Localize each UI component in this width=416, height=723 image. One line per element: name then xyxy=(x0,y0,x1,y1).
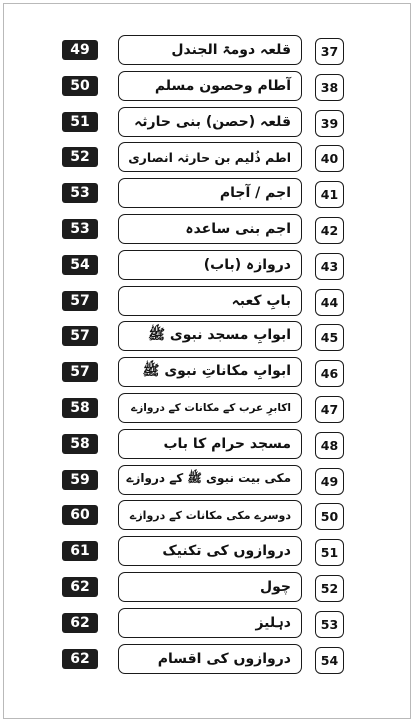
toc-title: بابِ کعبہ xyxy=(231,292,291,309)
serial-number-box xyxy=(315,432,344,459)
toc-row xyxy=(0,571,416,607)
page-number-badge xyxy=(62,291,98,311)
table-of-contents xyxy=(0,34,416,678)
page-number-badge xyxy=(62,434,98,454)
serial-number: 39 xyxy=(320,115,339,131)
toc-title-box xyxy=(118,35,302,65)
toc-title: ابوابِ مسجد نبوی ﷺ xyxy=(148,327,291,344)
toc-title-box xyxy=(118,572,302,602)
page-number: 51 xyxy=(70,113,90,130)
page-number-badge xyxy=(62,219,98,239)
serial-number: 50 xyxy=(320,509,339,525)
serial-number-box xyxy=(315,539,344,566)
serial-number: 51 xyxy=(320,545,339,561)
serial-number: 53 xyxy=(320,616,339,632)
page-number: 58 xyxy=(70,435,90,452)
page-number-badge xyxy=(62,577,98,597)
serial-number-box xyxy=(315,468,344,495)
toc-row xyxy=(0,249,416,285)
toc-row xyxy=(0,177,416,213)
toc-title-box xyxy=(118,214,302,244)
page-number-badge xyxy=(62,255,98,275)
toc-title: مسجد حرام کا باب xyxy=(163,435,291,452)
toc-row xyxy=(0,141,416,177)
toc-title-box xyxy=(118,644,302,674)
page-number: 59 xyxy=(70,471,90,488)
toc-row xyxy=(0,535,416,571)
toc-title: قلعہ دومۃ الجندل xyxy=(171,42,291,58)
toc-row xyxy=(0,499,416,535)
page-number: 62 xyxy=(70,578,90,595)
toc-title: دروازہ (باب) xyxy=(203,256,291,273)
toc-title: اجم / آجام xyxy=(219,185,291,202)
toc-row xyxy=(0,464,416,500)
page-number-badge xyxy=(62,326,98,346)
toc-title: اکابرِ عرب کے مکانات کے دروازے xyxy=(131,401,291,414)
serial-number-box xyxy=(315,647,344,674)
toc-title: دہلیز xyxy=(255,614,291,631)
serial-number: 37 xyxy=(320,44,339,59)
page-number-badge xyxy=(62,40,98,60)
toc-title-box xyxy=(118,608,302,638)
toc-row xyxy=(0,320,416,356)
page-number-badge xyxy=(62,649,98,669)
serial-number: 47 xyxy=(320,401,339,417)
toc-row xyxy=(0,34,416,70)
toc-title: دوسرے مکی مکانات کے دروازے xyxy=(129,508,291,522)
toc-row xyxy=(0,607,416,643)
page-number-badge xyxy=(62,112,98,132)
serial-number-box xyxy=(315,360,344,387)
toc-row xyxy=(0,643,416,679)
page-number: 61 xyxy=(70,543,90,560)
serial-number: 43 xyxy=(320,258,339,274)
serial-number-box xyxy=(315,181,344,208)
page-number: 57 xyxy=(70,292,90,309)
serial-number-box xyxy=(315,74,344,101)
page-number-badge xyxy=(62,505,98,525)
toc-title-box xyxy=(118,500,302,530)
page-number: 49 xyxy=(70,42,90,58)
serial-number-box xyxy=(315,396,344,423)
page-number: 60 xyxy=(70,507,90,524)
page-number-badge xyxy=(62,76,98,96)
serial-number: 48 xyxy=(320,437,339,453)
serial-number-box xyxy=(315,217,344,244)
page-number-badge xyxy=(62,183,98,203)
toc-title-box xyxy=(118,250,302,280)
toc-title-box xyxy=(118,357,302,387)
toc-row xyxy=(0,428,416,464)
toc-row xyxy=(0,213,416,249)
page-number: 53 xyxy=(70,220,90,237)
toc-title: ابوابِ مکاناتِ نبوی ﷺ xyxy=(142,363,291,380)
toc-title-box xyxy=(118,286,302,316)
toc-row xyxy=(0,392,416,428)
toc-title: دروازوں کی اقسام xyxy=(157,650,291,667)
page-number: 50 xyxy=(70,77,90,94)
serial-number-box xyxy=(315,611,344,638)
serial-number: 45 xyxy=(320,330,339,346)
serial-number-box xyxy=(315,324,344,351)
toc-row xyxy=(0,106,416,142)
page-number: 62 xyxy=(70,614,90,631)
toc-title: دروازوں کی تکنیک xyxy=(162,543,291,560)
serial-number: 54 xyxy=(320,652,339,668)
serial-number: 46 xyxy=(320,366,339,382)
serial-number: 44 xyxy=(320,294,339,310)
serial-number: 42 xyxy=(320,222,339,238)
serial-number: 41 xyxy=(320,187,339,203)
toc-title: آطام وحصون مسلم xyxy=(154,77,291,94)
toc-title-box xyxy=(118,393,302,423)
serial-number-box xyxy=(315,253,344,280)
toc-title-box xyxy=(118,71,302,101)
toc-row xyxy=(0,70,416,106)
toc-title-box xyxy=(118,429,302,459)
serial-number-box xyxy=(315,38,344,65)
toc-row xyxy=(0,356,416,392)
toc-title-box xyxy=(118,536,302,566)
serial-number-box xyxy=(315,575,344,602)
serial-number: 38 xyxy=(320,79,339,95)
serial-number: 52 xyxy=(320,580,339,596)
serial-number: 49 xyxy=(320,473,339,489)
page-number: 57 xyxy=(70,328,90,345)
serial-number-box xyxy=(315,289,344,316)
page-number: 52 xyxy=(70,149,90,166)
toc-title-box xyxy=(118,178,302,208)
toc-title-box xyxy=(118,142,302,172)
serial-number: 40 xyxy=(320,151,339,167)
toc-title: چول xyxy=(259,578,291,595)
toc-title: مکی بیت نبوی ﷺ کے دروازے xyxy=(126,471,291,486)
page-number: 58 xyxy=(70,399,90,416)
toc-title: اطم ذُلیم بن حارثہ انصاری xyxy=(128,149,291,165)
page-number-badge xyxy=(62,147,98,167)
page-number-badge xyxy=(62,362,98,382)
toc-title-box xyxy=(118,107,302,137)
toc-title: اجم بنی ساعدہ xyxy=(185,220,291,237)
page-number-badge xyxy=(62,613,98,633)
serial-number-box xyxy=(315,110,344,137)
page-number-badge xyxy=(62,470,98,490)
page-number-badge xyxy=(62,398,98,418)
page-number: 54 xyxy=(70,256,90,273)
page-number: 62 xyxy=(70,650,90,667)
toc-row xyxy=(0,285,416,321)
serial-number-box xyxy=(315,503,344,530)
toc-title-box xyxy=(118,465,302,495)
serial-number-box xyxy=(315,145,344,172)
toc-title: قلعہ (حصن) بنی حارثہ xyxy=(134,113,291,130)
page-number: 53 xyxy=(70,185,90,202)
page-number-badge xyxy=(62,541,98,561)
toc-title-box xyxy=(118,321,302,351)
page-number: 57 xyxy=(70,364,90,381)
